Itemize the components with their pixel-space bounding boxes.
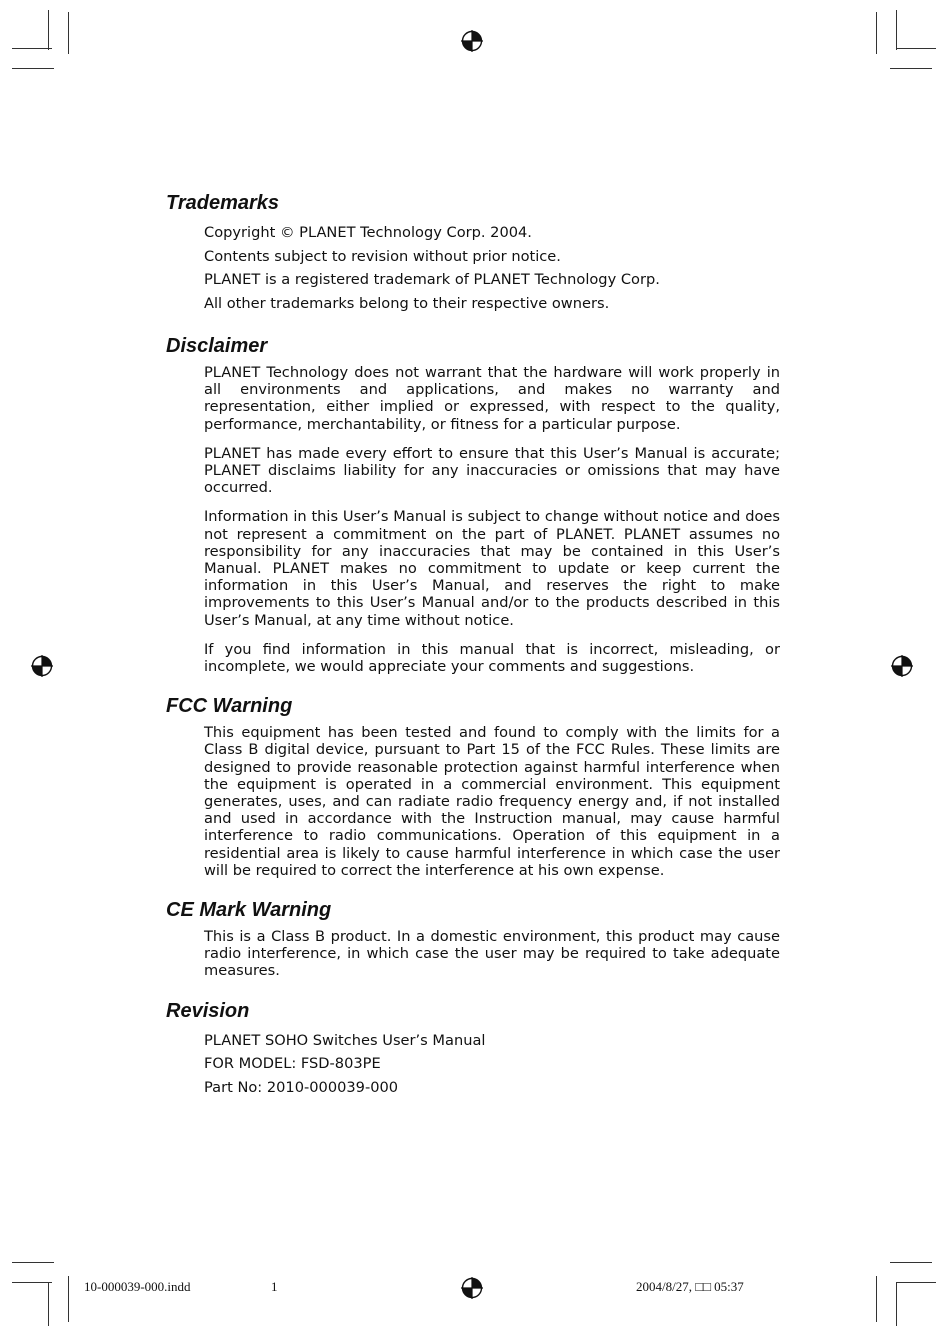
disclaimer-paragraph: PLANET Technology does not warrant that the hardware will work properly in all environments and applications, and makes no warranty and representation, either implied or expressed, with respect to the quality, performance, merchantability, or fitness for a particular purpose.	[204, 364, 780, 433]
crop-mark-top-right-v	[896, 10, 897, 50]
crop-mark-bottom-right-h2	[890, 1262, 932, 1263]
trademarks-line: All other trademarks belong to their respective owners.	[204, 294, 610, 312]
crop-mark-top-left-h	[12, 48, 52, 49]
fcc-paragraph: This equipment has been tested and found to comply with the limits for a Class B digital device, pursuant to Part 15 of the FCC Rules. These limits are designed to provide reasonable protection against harmful interference when the equipment is operated in a commercial environment. This equipment generates, uses, and can radiate radio frequency energy and, if not installed and used in accordance with the Instruction manual, may cause harmful interference to radio communications. Operation of this equipment in a residential area is likely to cause harmful interference in which case the user will be required to correct the interference at his own expense.	[204, 724, 780, 879]
footer-timestamp: 2004/8/27, □□ 05:37	[636, 1279, 744, 1294]
registration-mark-top-icon	[461, 30, 483, 52]
disclaimer-paragraph: PLANET has made every effort to ensure that this User’s Manual is accurate; PLANET disclaims liability for any inaccuracies or omissions that may have occurred.	[204, 444, 780, 497]
crop-mark-top-right-h	[896, 48, 936, 49]
crop-mark-bottom-right-v2	[876, 1276, 877, 1322]
trademarks-line: PLANET is a registered trademark of PLANET Technology Corp.	[204, 271, 660, 288]
revision-line: PLANET SOHO Switches User’s Manual	[204, 1031, 486, 1049]
crop-mark-top-right-h2	[890, 68, 932, 69]
footer-page-number: 1	[271, 1279, 278, 1294]
crop-mark-top-right-v2	[876, 12, 877, 54]
crop-mark-bottom-left-h	[12, 1282, 52, 1283]
registration-mark-bottom-icon	[461, 1277, 483, 1299]
revision-line: FOR MODEL: FSD-803PE	[204, 1055, 381, 1073]
page-content	[166, 192, 780, 1119]
crop-mark-bottom-left-v2	[68, 1276, 69, 1322]
crop-mark-top-left-v	[48, 10, 49, 50]
ce-paragraph: This is a Class B product. In a domestic environment, this product may cause radio interference, in which case the user may be required to take adequate measures.	[204, 928, 780, 980]
disclaimer-heading: Disclaimer	[166, 335, 268, 357]
crop-mark-bottom-left-v	[48, 1282, 49, 1326]
trademarks-line: Copyright © PLANET Technology Corp. 2004.	[204, 224, 532, 241]
trademarks-section	[166, 192, 780, 315]
crop-mark-bottom-left-h2	[12, 1262, 54, 1263]
trademarks-line: Contents subject to revision without prior notice.	[204, 247, 561, 265]
disclaimer-section	[166, 335, 780, 675]
trademarks-lines	[166, 221, 780, 315]
revision-lines	[166, 1029, 780, 1100]
revision-section	[166, 1000, 780, 1100]
crop-mark-bottom-right-v	[896, 1282, 897, 1326]
ce-heading: CE Mark Warning	[166, 899, 332, 922]
fcc-heading: FCC Warning	[166, 695, 293, 718]
fcc-section	[166, 695, 780, 879]
revision-line: Part No: 2010-000039-000	[204, 1078, 399, 1096]
crop-mark-top-left-v2	[68, 12, 69, 54]
crop-mark-bottom-right-h	[896, 1282, 936, 1283]
disclaimer-paragraph: If you find information in this manual that is incorrect, misleading, or incomplete, we would appreciate your comments and suggestions.	[204, 640, 780, 676]
crop-mark-top-left-h2	[12, 68, 54, 69]
ce-section	[166, 899, 780, 980]
revision-heading: Revision	[166, 999, 250, 1022]
registration-mark-right-icon	[891, 655, 913, 677]
trademarks-heading: Trademarks	[166, 192, 280, 214]
registration-mark-left-icon	[31, 655, 53, 677]
disclaimer-paragraph: Information in this User’s Manual is subject to change without notice and does not represent a commitment on the part of PLANET. PLANET assumes no responsibility for any inaccuracies that may be contained in this User’s Manual. PLANET makes no commitment to update or keep current the information in this User’s Manual, and reserves the right to make improvements to this User’s Manual and/or to the products described in this User’s Manual, at any time without notice.	[204, 508, 780, 629]
footer-filename: 10-000039-000.indd	[84, 1279, 191, 1294]
